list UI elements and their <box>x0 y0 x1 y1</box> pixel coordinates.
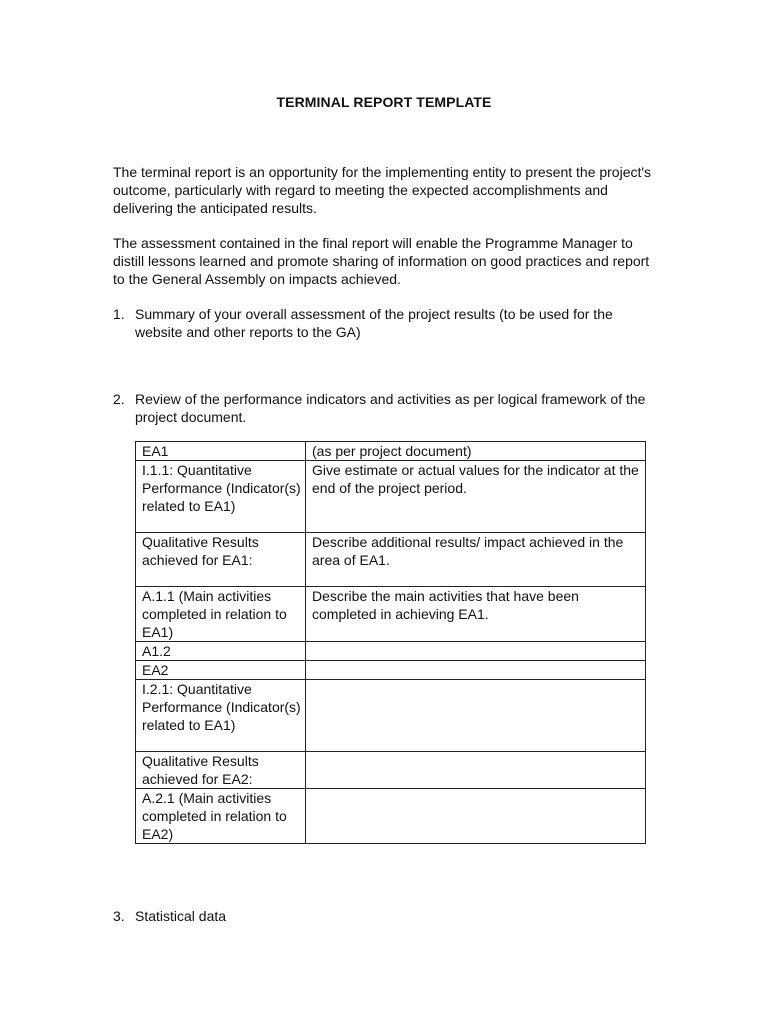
list-text: Review of the performance indicators and activities as per logical framework of the project document. <box>135 391 646 425</box>
table-row <box>136 587 646 642</box>
table-cell <box>306 642 646 661</box>
table-row <box>136 680 646 752</box>
table-row <box>136 642 646 661</box>
table-cell: A.2.1 (Main activities completed in relation to EA2) <box>136 789 306 844</box>
table-cell <box>306 680 646 752</box>
table-cell: A1.2 <box>136 642 306 661</box>
table-row <box>136 442 646 461</box>
list-item <box>113 907 653 925</box>
list-text: Summary of your overall assessment of the project results (to be used for the website and other reports to the GA) <box>135 306 613 340</box>
list-number: 2. <box>113 391 125 407</box>
intro-paragraph: The terminal report is an opportunity for the implementing entity to present the project's outcome, particularly with regard to meeting the expected accomplishments and delivering the anticipated results. <box>113 164 652 216</box>
list-text: Statistical data <box>135 908 227 924</box>
table-cell: Qualitative Results achieved for EA1: <box>136 533 306 587</box>
table-cell: Give estimate or actual values for the indicator at the end of the project period. <box>306 461 646 533</box>
table-cell <box>306 661 646 680</box>
table-cell: (as per project document) <box>306 442 646 461</box>
table-cell: EA2 <box>136 661 306 680</box>
page-title: TERMINAL REPORT TEMPLATE <box>276 94 492 110</box>
table-cell: A.1.1 (Main activities completed in relation to EA1) <box>136 587 306 642</box>
table-cell: Describe the main activities that have been completed in achieving EA1. <box>306 587 646 642</box>
table-row <box>136 789 646 844</box>
table-row <box>136 752 646 789</box>
table-cell <box>306 752 646 789</box>
table-cell: I.2.1: Quantitative Performance (Indicator(s) related to EA1) <box>136 680 306 752</box>
table-row <box>136 461 646 533</box>
table-cell: Qualitative Results achieved for EA2: <box>136 752 306 789</box>
table-row <box>136 533 646 587</box>
table-cell: I.1.1: Quantitative Performance (Indicator(s) related to EA1) <box>136 461 306 533</box>
logical-framework-table <box>135 441 646 844</box>
list-item <box>113 390 653 426</box>
list-item <box>113 305 653 341</box>
table-row <box>136 661 646 680</box>
intro-paragraph: The assessment contained in the final report will enable the Programme Manager to distill lessons learned and promote sharing of information on good practices and report to the General Assembly on impacts achieved. <box>113 235 650 287</box>
table-cell <box>306 789 646 844</box>
table-cell: Describe additional results/ impact achieved in the area of EA1. <box>306 533 646 587</box>
table-cell: EA1 <box>136 442 306 461</box>
list-number: 3. <box>113 908 125 924</box>
list-number: 1. <box>113 306 125 322</box>
